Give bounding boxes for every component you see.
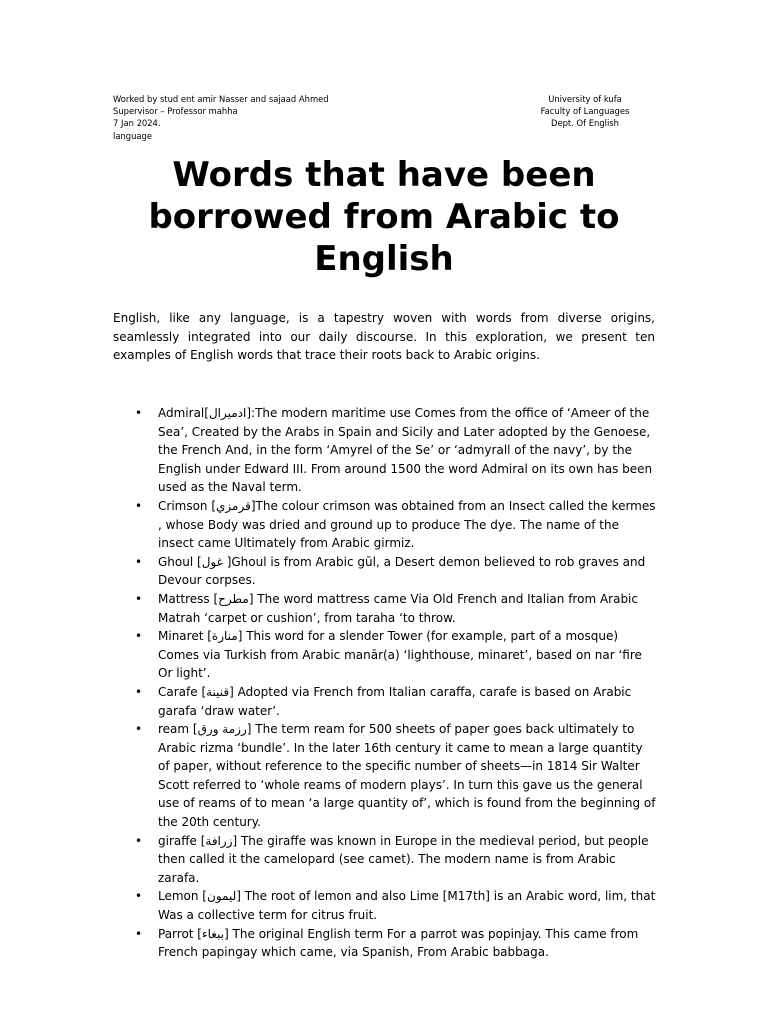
list-item-giraffe xyxy=(135,832,658,888)
bullet-icon: • xyxy=(135,926,143,941)
list-item-text: Lemon [ليمون] The root of lemon and also Lime [M17th] is an Arabic word, lim, that Was a collective term for citrus fruit. xyxy=(158,889,656,923)
list-item-text: giraffe [زرافة] The giraffe was known in Europe in the medieval period, but people then called it the camelopard (see camet). The modern name is from Arabic zarafa. xyxy=(158,833,649,885)
header-left-line-2: Supervisor – Professor mahha xyxy=(113,106,238,117)
bullet-icon: • xyxy=(135,722,143,737)
bullet-icon: • xyxy=(135,629,143,644)
header-right-line-1: University of kufa xyxy=(548,94,622,104)
header-left-line-3: 7 Jan 2024. xyxy=(113,118,161,129)
header-left-line-1: Worked by stud ent amir Nasser and sajaad Ahmed xyxy=(113,94,329,104)
list-item-text: Minaret [منارة] This word for a slender Tower (for example, part of a mosque) Comes via Turkish from Arabic manār(a) ‘lighthouse, minaret’, based on nar ‘fire Or light’. xyxy=(158,629,642,681)
list-item-ream xyxy=(135,720,658,832)
list-item-text: ream [رزمة ورق] The term ream for 500 sheets of paper goes back ultimately to Arabic rizma ‘bundle’. In the later 16th century it came to mean a large quantity of paper, without reference to the specific number of sheets—in 1814 Sir Walter Scott referred to ‘whole reams of modern plays’. In turn this gave us the general use of reams of to mean ‘a large quantity of’, which is found from the beginning of the 20th century. xyxy=(158,722,656,830)
bullet-icon: • xyxy=(135,889,143,904)
list-item-parrot xyxy=(135,925,658,962)
header-right-line-2: Faculty of Languages xyxy=(540,106,630,117)
list-item-text: Ghoul [غول ]Ghoul is from Arabic gūl, a Desert demon believed to rob graves and Devour corpses. xyxy=(158,554,646,588)
document-title: Words that have been borrowed from Arabic to English xyxy=(148,155,620,279)
bullet-icon: • xyxy=(135,498,143,513)
list-item-text: Admiral[ادميرال]:The modern maritime use Comes from the office of ‘Ameer of the Sea’, Created by the Arabs in Spain and Sicily and Later adopted by the Genoese, the French And, in the form ‘Amyrel of the Se’ or ‘admyrall of the navy’, by the English under Edward III. From around 1500 the word Admiral on its own has been used as the Naval term. xyxy=(158,406,653,495)
header-right-line-3: Dept. Of English xyxy=(551,118,619,129)
institution-info xyxy=(528,93,642,130)
bullet-icon: • xyxy=(135,406,143,420)
list-item-text: Carafe [قنينة] Adopted via French from Italian caraffa, carafe is based on Arabic garafa ‘draw water’. xyxy=(158,684,632,718)
list-item-mattress xyxy=(135,590,658,627)
header-left-line-4: language xyxy=(113,130,152,141)
list-item-lemon xyxy=(135,887,658,924)
list-item-minaret xyxy=(135,627,658,683)
list-item-text: Crimson [قرمزي]The colour crimson was obtained from an Insect called the kermes , whose Body was dried and ground up to produce The dye. The name of the insect came Ultimately from Arabic girmiz. xyxy=(158,498,656,551)
list-item-text: Parrot [ببغاء] The original English term For a parrot was popinjay. This came from French papingay which came, via Spanish, From Arabic babbaga. xyxy=(158,926,639,960)
list-item-crimson xyxy=(135,497,658,553)
borrowed-words-list xyxy=(135,404,658,962)
list-item-text: Mattress [مطرح] The word mattress came Via Old French and Italian from Arabic Matrah ‘carpet or cushion’, from taraha ‘to throw. xyxy=(158,591,638,625)
bullet-icon: • xyxy=(135,591,143,606)
list-item-admiral xyxy=(135,404,658,497)
bullet-icon: • xyxy=(135,554,143,569)
list-item-ghoul xyxy=(135,553,658,590)
bullet-icon: • xyxy=(135,833,143,848)
author-info xyxy=(113,93,329,142)
bullet-icon: • xyxy=(135,684,143,699)
list-item-carafe xyxy=(135,683,658,720)
intro-paragraph: English, like any language, is a tapestry woven with words from diverse origins, seamlessly integrated into our daily discourse. In this exploration, we present ten examples of English words that trace their roots back to Arabic origins. xyxy=(113,311,655,363)
